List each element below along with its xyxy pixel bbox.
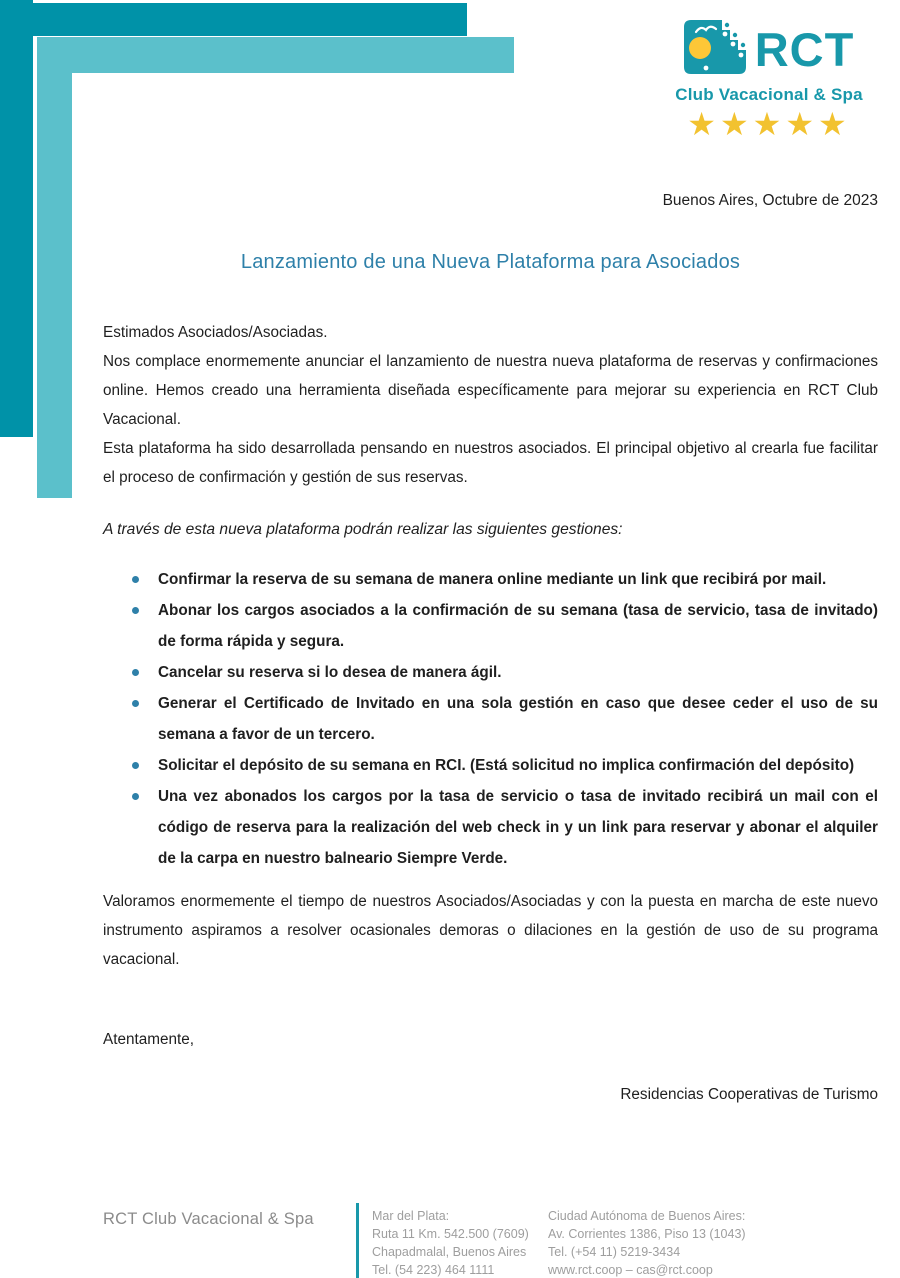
paragraph-purpose: Esta plataforma ha sido desarrollada pensando en nuestros asociados. El principal objetivo al crearla fue facilitar el proceso de confirmación y gestión de sus reservas. bbox=[103, 440, 878, 486]
footer-divider bbox=[356, 1203, 359, 1278]
footer-col2-line: Tel. (+54 11) 5219-3434 bbox=[548, 1245, 681, 1259]
five-star-icons: ★★★★★ bbox=[687, 106, 851, 142]
rct-sun-bird-logo-icon bbox=[684, 20, 746, 79]
paragraph-announcement: Nos complace enormemente anunciar el lanzamiento de nuestra nueva plataforma de reservas y confirmaciones online. Hemos creado una herramienta diseñada específicamente para mejorar su experiencia en RCT Club Vacacional. bbox=[103, 353, 878, 428]
list-item: Confirmar la reserva de su semana de manera online mediante un link que recibirá por mail. bbox=[103, 564, 878, 595]
footer-col2-title: Ciudad Autónoma de Buenos Aires: bbox=[548, 1209, 746, 1223]
features-list bbox=[103, 564, 878, 874]
list-item: Generar el Certificado de Invitado en una sola gestión en caso que desee ceder el uso de su semana a favor de un tercero. bbox=[103, 688, 878, 750]
logo-tagline: Club Vacacional & Spa bbox=[675, 85, 863, 104]
sun-icon bbox=[689, 37, 711, 59]
signature: Residencias Cooperativas de Turismo bbox=[620, 1086, 878, 1103]
signoff: Atentamente, bbox=[103, 1031, 194, 1048]
footer-col1-line: Chapadmalal, Buenos Aires bbox=[372, 1245, 527, 1259]
rct-logo bbox=[664, 20, 874, 142]
list-item: Cancelar su reserva si lo desea de manera ágil. bbox=[103, 657, 878, 688]
footer-col2-line: Av. Corrientes 1386, Piso 13 (1043) bbox=[548, 1227, 746, 1241]
list-item: Solicitar el depósito de su semana en RCI. (Está solicitud no implica confirmación del depósito) bbox=[103, 750, 878, 781]
footer-address-mardelplata bbox=[372, 1203, 532, 1278]
corner-accent-dark-vertical bbox=[0, 0, 33, 437]
salutation: Estimados Asociados/Asociadas. bbox=[103, 324, 328, 341]
footer-brand: RCT Club Vacacional & Spa bbox=[103, 1210, 314, 1228]
letter-content bbox=[103, 192, 878, 1104]
corner-accent-light-vertical bbox=[37, 37, 72, 498]
corner-accent-dark-horizontal bbox=[20, 3, 467, 36]
footer-col1-line: Ruta 11 Km. 542.500 (7609) bbox=[372, 1227, 529, 1241]
footer-col1-line: Tel. (54 223) 464 1111 bbox=[372, 1263, 495, 1277]
page-title: Lanzamiento de una Nueva Plataforma para Asociados bbox=[240, 251, 741, 273]
list-item: Abonar los cargos asociados a la confirmación de su semana (tasa de servicio, tasa de invitado) de forma rápida y segura. bbox=[103, 595, 878, 657]
footer-address-buenosaires bbox=[548, 1203, 798, 1278]
closing-paragraph: Valoramos enormemente el tiempo de nuestros Asociados/Asociadas y con la puesta en marcha de este nuevo instrumento aspiramos a resolver ocasionales demoras o dilaciones en la gestión de uso de su programa vacacional. bbox=[103, 893, 878, 968]
letterhead-footer bbox=[103, 1203, 900, 1278]
list-item: Una vez abonados los cargos por la tasa de servicio o tasa de invitado recibirá un mail con el código de reserva para la realización del web check in y un link para reservar y abonar el alquiler de la carpa en nuestro balneario Siempre Verde. bbox=[103, 781, 878, 874]
corner-accent-light-horizontal bbox=[37, 37, 514, 73]
bullet-list-intro: A través de esta nueva plataforma podrán realizar las siguientes gestiones: bbox=[103, 521, 623, 538]
logo-brand-text: RCT bbox=[754, 23, 855, 76]
logo-row bbox=[664, 20, 874, 79]
footer-col1-title: Mar del Plata: bbox=[372, 1209, 450, 1223]
date-line: Buenos Aires, Octubre de 2023 bbox=[662, 192, 878, 209]
footer-col2-line: www.rct.coop – cas@rct.coop bbox=[548, 1263, 713, 1277]
